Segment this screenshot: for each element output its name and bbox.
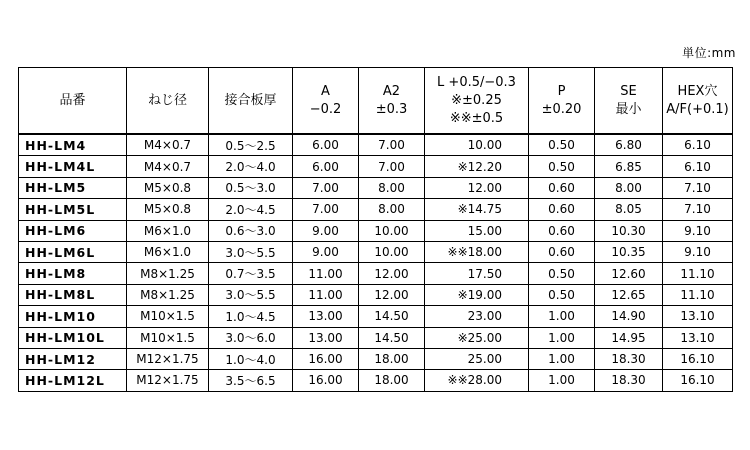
cell-dim-p: 1.00 (529, 306, 595, 327)
cell-hex-socket: 11.10 (663, 284, 733, 305)
cell-dim-se: 10.30 (595, 220, 663, 241)
header-dim-l (425, 68, 529, 135)
cell-thread-size: M4×0.7 (127, 134, 209, 156)
cell-dim-a: 9.00 (293, 220, 359, 241)
cell-dim-a: 13.00 (293, 327, 359, 348)
header-line: A/F(+0.1) (666, 101, 729, 117)
cell-dim-p: 1.00 (529, 370, 595, 391)
cell-dim-a2: 18.00 (359, 370, 425, 391)
cell-dim-p: 0.50 (529, 134, 595, 156)
cell-grip-range: 2.0〜4.0 (209, 156, 293, 177)
cell-thread-size: M10×1.5 (127, 327, 209, 348)
cell-thread-size: M6×1.0 (127, 241, 209, 262)
table-row (19, 370, 733, 391)
cell-dim-l: 23.00 (425, 306, 529, 327)
cell-dim-l: 25.00 (425, 348, 529, 369)
header-line: ※※±0.5 (449, 110, 504, 126)
cell-dim-se: 18.30 (595, 370, 663, 391)
cell-hex-socket: 9.10 (663, 220, 733, 241)
table-row (19, 327, 733, 348)
cell-dim-a: 9.00 (293, 241, 359, 262)
cell-thread-size: M8×1.25 (127, 284, 209, 305)
cell-hex-socket: 7.10 (663, 199, 733, 220)
header-line: HEX穴 (677, 83, 718, 99)
header-line: ※±0.25 (451, 92, 502, 108)
cell-thread-size: M4×0.7 (127, 156, 209, 177)
table-row (19, 156, 733, 177)
cell-dim-a: 11.00 (293, 284, 359, 305)
table-row (19, 263, 733, 284)
cell-grip-range: 0.5〜3.0 (209, 177, 293, 198)
cell-dim-a2: 14.50 (359, 327, 425, 348)
header-grip-range (209, 68, 293, 135)
cell-grip-range: 0.5〜2.5 (209, 134, 293, 156)
cell-grip-range: 1.0〜4.5 (209, 306, 293, 327)
cell-part-number: HH-LM6L (19, 241, 127, 262)
header-part-number (19, 68, 127, 135)
cell-thread-size: M5×0.8 (127, 177, 209, 198)
cell-dim-a2: 8.00 (359, 199, 425, 220)
cell-hex-socket: 13.10 (663, 327, 733, 348)
header-line: 最小 (615, 101, 642, 117)
cell-grip-range: 3.0〜5.5 (209, 241, 293, 262)
cell-dim-a2: 12.00 (359, 284, 425, 305)
cell-dim-p: 0.60 (529, 241, 595, 262)
header-hex-socket (663, 68, 733, 135)
cell-part-number: HH-LM12L (19, 370, 127, 391)
cell-part-number: HH-LM12 (19, 348, 127, 369)
cell-dim-p: 0.50 (529, 156, 595, 177)
cell-thread-size: M12×1.75 (127, 348, 209, 369)
spec-table (18, 67, 733, 392)
header-line: ねじ径 (147, 92, 187, 108)
cell-thread-size: M12×1.75 (127, 370, 209, 391)
cell-grip-range: 3.5〜6.5 (209, 370, 293, 391)
cell-dim-a: 6.00 (293, 156, 359, 177)
header-thread-size (127, 68, 209, 135)
header-dim-a (293, 68, 359, 135)
cell-dim-a: 16.00 (293, 370, 359, 391)
cell-dim-se: 18.30 (595, 348, 663, 369)
cell-dim-se: 14.95 (595, 327, 663, 348)
cell-hex-socket: 16.10 (663, 370, 733, 391)
cell-dim-l: ※25.00 (425, 327, 529, 348)
unit-label: 単位:mm (682, 46, 736, 60)
cell-hex-socket: 6.10 (663, 134, 733, 156)
header-line: L +0.5/−0.3 (437, 74, 516, 90)
cell-part-number: HH-LM8L (19, 284, 127, 305)
cell-hex-socket: 6.10 (663, 156, 733, 177)
cell-dim-a2: 12.00 (359, 263, 425, 284)
cell-dim-a: 13.00 (293, 306, 359, 327)
cell-dim-se: 10.35 (595, 241, 663, 262)
header-line: ±0.20 (541, 101, 582, 117)
cell-grip-range: 0.6〜3.0 (209, 220, 293, 241)
cell-dim-p: 0.60 (529, 199, 595, 220)
cell-dim-l: 12.00 (425, 177, 529, 198)
cell-dim-se: 6.80 (595, 134, 663, 156)
cell-dim-se: 12.60 (595, 263, 663, 284)
header-line: A (321, 83, 330, 99)
table-body (19, 134, 733, 391)
table-row (19, 134, 733, 156)
cell-grip-range: 2.0〜4.5 (209, 199, 293, 220)
cell-dim-p: 1.00 (529, 327, 595, 348)
cell-dim-se: 6.85 (595, 156, 663, 177)
cell-dim-a: 11.00 (293, 263, 359, 284)
table-row (19, 241, 733, 262)
cell-part-number: HH-LM5L (19, 199, 127, 220)
cell-grip-range: 3.0〜6.0 (209, 327, 293, 348)
header-row (19, 68, 733, 135)
cell-dim-p: 0.50 (529, 284, 595, 305)
cell-dim-l: ※※28.00 (425, 370, 529, 391)
cell-dim-a: 7.00 (293, 177, 359, 198)
cell-dim-l: ※※18.00 (425, 241, 529, 262)
cell-hex-socket: 16.10 (663, 348, 733, 369)
cell-thread-size: M8×1.25 (127, 263, 209, 284)
cell-dim-a2: 14.50 (359, 306, 425, 327)
cell-dim-l: ※12.20 (425, 156, 529, 177)
cell-hex-socket: 7.10 (663, 177, 733, 198)
cell-part-number: HH-LM4 (19, 134, 127, 156)
cell-dim-a2: 7.00 (359, 134, 425, 156)
cell-dim-se: 12.65 (595, 284, 663, 305)
cell-dim-a2: 18.00 (359, 348, 425, 369)
cell-dim-a: 16.00 (293, 348, 359, 369)
header-line: A2 (382, 83, 401, 99)
cell-grip-range: 3.0〜5.5 (209, 284, 293, 305)
cell-dim-p: 0.60 (529, 220, 595, 241)
cell-part-number: HH-LM4L (19, 156, 127, 177)
cell-dim-l: 15.00 (425, 220, 529, 241)
cell-dim-p: 0.60 (529, 177, 595, 198)
cell-dim-l: 17.50 (425, 263, 529, 284)
cell-dim-a2: 8.00 (359, 177, 425, 198)
cell-dim-se: 14.90 (595, 306, 663, 327)
header-line: ±0.3 (375, 101, 408, 117)
header-line: P (557, 83, 566, 99)
cell-dim-a2: 10.00 (359, 241, 425, 262)
header-dim-p (529, 68, 595, 135)
cell-dim-l: ※19.00 (425, 284, 529, 305)
cell-part-number: HH-LM6 (19, 220, 127, 241)
header-line: 接合板厚 (224, 92, 277, 108)
cell-dim-l: 10.00 (425, 134, 529, 156)
table-row (19, 177, 733, 198)
cell-thread-size: M6×1.0 (127, 220, 209, 241)
cell-dim-a2: 10.00 (359, 220, 425, 241)
header-line: 品番 (59, 92, 86, 108)
cell-dim-a2: 7.00 (359, 156, 425, 177)
cell-grip-range: 0.7〜3.5 (209, 263, 293, 284)
cell-grip-range: 1.0〜4.0 (209, 348, 293, 369)
header-line: −0.2 (309, 101, 342, 117)
cell-dim-se: 8.05 (595, 199, 663, 220)
cell-part-number: HH-LM10 (19, 306, 127, 327)
header-dim-a2 (359, 68, 425, 135)
table-row (19, 348, 733, 369)
cell-dim-a: 7.00 (293, 199, 359, 220)
cell-dim-p: 1.00 (529, 348, 595, 369)
cell-part-number: HH-LM10L (19, 327, 127, 348)
cell-part-number: HH-LM5 (19, 177, 127, 198)
table-row (19, 220, 733, 241)
cell-hex-socket: 9.10 (663, 241, 733, 262)
cell-dim-se: 8.00 (595, 177, 663, 198)
cell-hex-socket: 13.10 (663, 306, 733, 327)
header-line: SE (620, 83, 637, 99)
cell-dim-a: 6.00 (293, 134, 359, 156)
table-row (19, 306, 733, 327)
cell-dim-p: 0.50 (529, 263, 595, 284)
cell-thread-size: M5×0.8 (127, 199, 209, 220)
header-dim-se (595, 68, 663, 135)
table-row (19, 199, 733, 220)
cell-part-number: HH-LM8 (19, 263, 127, 284)
cell-dim-l: ※14.75 (425, 199, 529, 220)
cell-thread-size: M10×1.5 (127, 306, 209, 327)
table-row (19, 284, 733, 305)
cell-hex-socket: 11.10 (663, 263, 733, 284)
